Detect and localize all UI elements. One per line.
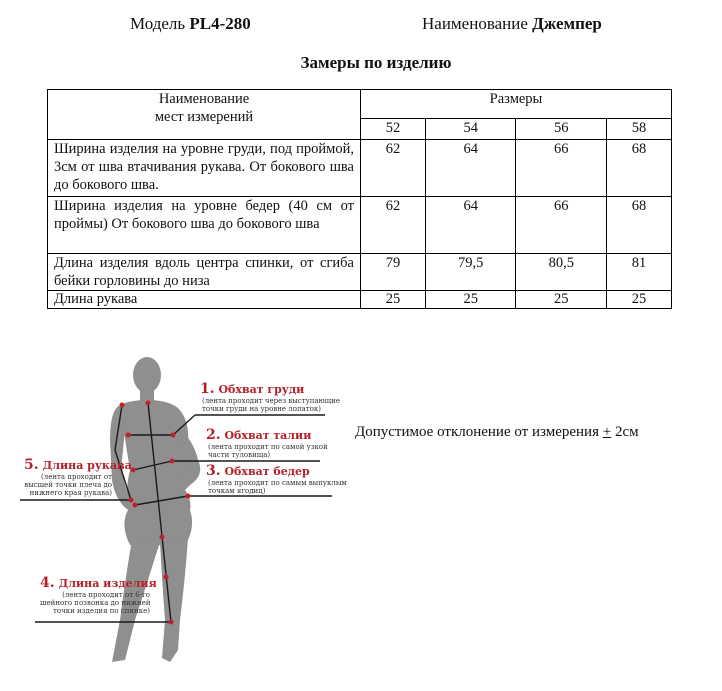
point xyxy=(171,433,176,438)
label-title: Обхват бедер xyxy=(224,465,310,478)
point xyxy=(164,575,169,580)
label-note: высшей точки плеча до xyxy=(24,481,112,489)
row-label: Ширина изделия на уровне бедер (40 см от проймы) От бокового шва до бокового шва xyxy=(48,197,361,254)
point xyxy=(160,535,165,540)
value-cell: 62 xyxy=(361,197,426,254)
label-title: Обхват талии xyxy=(224,429,312,442)
row-label: Ширина изделия на уровне груди, под проймой, 3см от шва втачивания рукава. От бокового шва до бокового шва. xyxy=(48,140,361,197)
label-note: части туловища) xyxy=(208,451,271,459)
label-note: точки изделия по спинке) xyxy=(53,607,150,615)
value-cell: 79 xyxy=(361,254,426,291)
label-title: Длина изделия xyxy=(58,577,157,590)
size-cell: 58 xyxy=(607,119,672,140)
label-note: (лента проходит от xyxy=(41,473,112,481)
table-header-row xyxy=(48,90,672,119)
column-header-name-line1: Наименование xyxy=(158,91,250,107)
size-cell: 56 xyxy=(516,119,607,140)
value-cell: 64 xyxy=(425,197,516,254)
column-header-name-line2: мест измерений xyxy=(154,109,254,125)
label-title: Длина рукава xyxy=(42,459,132,472)
label-note: шейного позвонка до нижней xyxy=(40,599,151,607)
column-header-name xyxy=(48,90,361,140)
label-waist-girth xyxy=(206,427,328,459)
point xyxy=(186,494,191,499)
value-cell: 68 xyxy=(607,140,672,197)
label-number: 3. xyxy=(206,463,221,479)
measurements-table xyxy=(47,89,672,309)
product-name-label: Наименование xyxy=(422,14,528,33)
value-cell: 66 xyxy=(516,140,607,197)
label-garment-length xyxy=(40,575,157,615)
plus-minus-sign: + xyxy=(602,424,612,440)
size-cell: 54 xyxy=(425,119,516,140)
model-label: Модель xyxy=(130,14,186,33)
label-number: 5. xyxy=(24,457,39,473)
table-row xyxy=(48,291,672,309)
size-cell: 52 xyxy=(361,119,426,140)
label-title: Обхват груди xyxy=(218,383,305,396)
value-cell: 79,5 xyxy=(425,254,516,291)
value-cell: 68 xyxy=(607,197,672,254)
label-chest-girth xyxy=(200,381,340,413)
row-label: Длина рукава xyxy=(48,291,361,309)
value-cell: 25 xyxy=(607,291,672,309)
label-note: точкам ягодиц) xyxy=(208,487,266,495)
value-cell: 66 xyxy=(516,197,607,254)
head-shape xyxy=(133,357,161,393)
label-note: (лента проходит через выступающие xyxy=(202,397,340,405)
page-title: Замеры по изделию xyxy=(300,53,452,72)
tolerance-text: Допустимое отклонение от измерения xyxy=(355,424,599,440)
value-cell: 25 xyxy=(516,291,607,309)
row-label: Длина изделия вдоль центра спинки, от сгиба бейки горловины до низа xyxy=(48,254,361,291)
point xyxy=(126,433,131,438)
table-row xyxy=(48,140,672,197)
value-cell: 25 xyxy=(425,291,516,309)
value-cell: 81 xyxy=(607,254,672,291)
label-note: (лента проходит по самой узкой xyxy=(208,443,328,451)
label-note: (лента проходит от 6-го xyxy=(62,591,150,599)
model-line xyxy=(130,14,251,34)
label-number: 1. xyxy=(200,381,215,397)
value-cell: 64 xyxy=(425,140,516,197)
label-sleeve-length xyxy=(24,457,132,497)
table-row xyxy=(48,254,672,291)
value-cell: 80,5 xyxy=(516,254,607,291)
silhouette xyxy=(110,357,200,662)
tolerance-note xyxy=(355,424,639,441)
point xyxy=(133,503,138,508)
column-header-sizes: Размеры xyxy=(361,90,672,119)
label-note: (лента проходит по самым выпуклым xyxy=(208,479,347,487)
point xyxy=(169,620,174,625)
neck-shape xyxy=(140,388,154,402)
label-hip-girth xyxy=(206,463,347,495)
label-note: нижнего края рукава) xyxy=(29,489,112,497)
point xyxy=(146,401,151,406)
label-note: точки груди на уровне лопаток) xyxy=(202,405,321,413)
product-name-line xyxy=(422,14,602,34)
model-value: PL4-280 xyxy=(189,14,251,33)
product-name-value: Джемпер xyxy=(532,14,602,33)
tolerance-value: 2см xyxy=(611,424,639,440)
value-cell: 25 xyxy=(361,291,426,309)
table-row xyxy=(48,197,672,254)
point xyxy=(129,498,134,503)
label-number: 2. xyxy=(206,427,221,443)
value-cell: 62 xyxy=(361,140,426,197)
point xyxy=(120,403,125,408)
label-number: 4. xyxy=(40,575,55,591)
point xyxy=(170,459,175,464)
measurement-diagram xyxy=(20,350,360,680)
